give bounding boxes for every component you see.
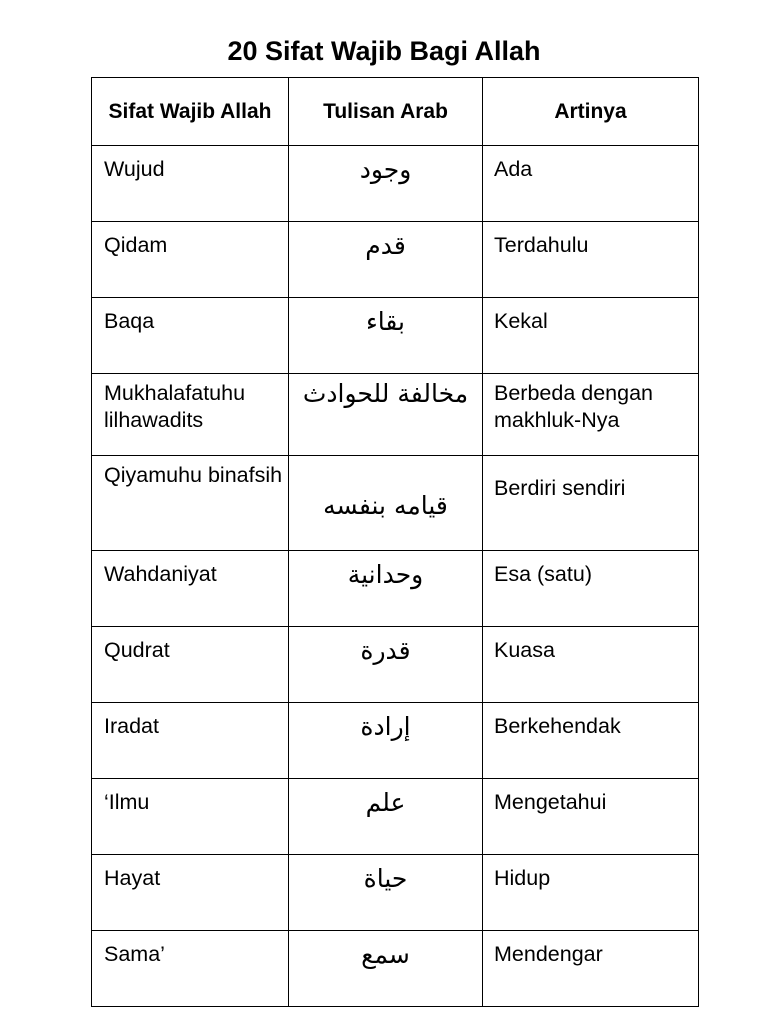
sifat-arab-cell: سمع — [289, 931, 483, 1007]
sifat-latin-cell: Qiyamuhu binafsih — [92, 456, 289, 551]
sifat-arti-cell: Hidup — [483, 855, 699, 931]
sifat-arab-cell: علم — [289, 779, 483, 855]
header-sifat-wajib: Sifat Wajib Allah — [92, 78, 289, 146]
sifat-latin-cell: Wahdaniyat — [92, 551, 289, 627]
sifat-arab-cell: قدرة — [289, 627, 483, 703]
sifat-arti-cell: Kekal — [483, 298, 699, 374]
page-title: 20 Sifat Wajib Bagi Allah — [227, 36, 541, 66]
sifat-latin-cell: Wujud — [92, 146, 289, 222]
sifat-wajib-table — [91, 77, 699, 1007]
sifat-latin-cell: ‘Ilmu — [92, 779, 289, 855]
header-artinya: Artinya — [483, 78, 699, 146]
sifat-latin-cell: Sama’ — [92, 931, 289, 1007]
sifat-arti-cell: Mengetahui — [483, 779, 699, 855]
sifat-arti-cell: Kuasa — [483, 627, 699, 703]
table-header-row — [92, 78, 699, 146]
sifat-latin-cell: Baqa — [92, 298, 289, 374]
table-row — [92, 374, 699, 456]
sifat-arti-cell: Berbeda dengan makhluk-Nya — [483, 374, 699, 456]
table-row — [92, 703, 699, 779]
table-row — [92, 779, 699, 855]
table-row — [92, 627, 699, 703]
sifat-arti-cell: Esa (satu) — [483, 551, 699, 627]
sifat-arti-cell: Berkehendak — [483, 703, 699, 779]
table-row — [92, 931, 699, 1007]
table-row — [92, 146, 699, 222]
sifat-arab-cell: إرادة — [289, 703, 483, 779]
sifat-arti-cell: Ada — [483, 146, 699, 222]
table-row — [92, 222, 699, 298]
sifat-latin-cell: Hayat — [92, 855, 289, 931]
sifat-arab-cell: وجود — [289, 146, 483, 222]
sifat-arti-cell: Terdahulu — [483, 222, 699, 298]
sifat-latin-cell: Iradat — [92, 703, 289, 779]
table-row — [92, 551, 699, 627]
sifat-arab-cell: مخالفة للحوادث — [289, 374, 483, 456]
table-row — [92, 298, 699, 374]
sifat-latin-cell: Mukhalafatuhu lilhawadits — [92, 374, 289, 456]
sifat-latin-cell: Qidam — [92, 222, 289, 298]
table-row — [92, 855, 699, 931]
table-row — [92, 456, 699, 551]
sifat-arab-cell: قدم — [289, 222, 483, 298]
sifat-arab-cell: وحدانية — [289, 551, 483, 627]
sifat-arab-cell: قيامه بنفسه — [289, 456, 483, 551]
sifat-arti-cell: Berdiri sendiri — [483, 456, 699, 551]
sifat-arti-cell: Mendengar — [483, 931, 699, 1007]
sifat-arab-cell: حياة — [289, 855, 483, 931]
sifat-latin-cell: Qudrat — [92, 627, 289, 703]
sifat-arab-cell: بقاء — [289, 298, 483, 374]
header-tulisan-arab: Tulisan Arab — [289, 78, 483, 146]
